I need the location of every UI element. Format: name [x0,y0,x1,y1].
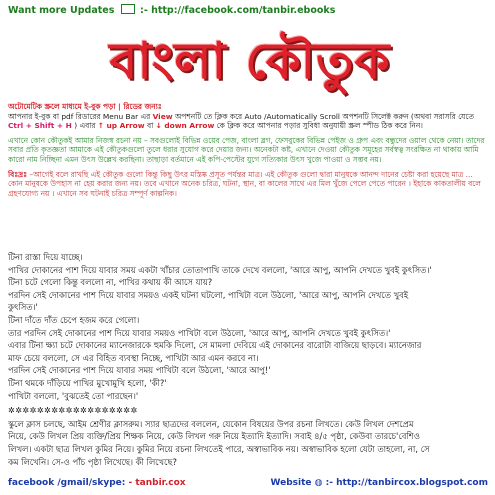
story2-line: কম লিখেনি। সে-ও পাঁচ পৃষ্ঠা লিখেছে। কী লিখেছে? [8,456,177,467]
down-arrow-key: ↓ down Arrow [155,121,215,131]
contact-label: facebook /gmail/skype: [8,478,126,488]
want-more-updates-text: Want more Updates [8,5,115,16]
shortcut-keys: Ctrl + Shift + H [8,121,72,131]
source-disclaimer: এখানে কোন কৌতুকই আমার নিজস্ব রচনা নয় – সবগুলোই বিভিন্ন ওয়েব পেজ, বাংলা ব্লগ, ফেসবুকের বিভিন্ন পেইজ ও গ্রুপ এবং বন্ধুদের ওয়াল থেকে নেয়া। তাদের সবার প্রতি কৃতজ্ঞতা আমাকে এই কৌতুকগুলো তুলে ধরার সুযোগ করে দেয়ার জন্য। অনেকটা কষ্ট, এখানে দেওয়া কৌতুক সমূহের সর্বস্বত্ব সংরক্ষিত না থাকায় আমি কারো নাম নিচ্ছিনা এমন উৎস উল্লেখ করছিনা। তাছাড়া বর্তমানে এই কপি-পেস্টের যুগে সত্যিকার উৎস খুজে পাওয়া ও সম্ভব নয়। [8,135,485,164]
mail-icon [121,4,135,14]
story2-line: লিখল। একটা ছাত্র লিখল কুমির নিয়ে। কুমির নিয়ে রচনা লিখতেই পারে, অস্বাভাবিক নয়। অস্বাভাবিক হলো যেটা তাহলো, না, সে [8,443,430,454]
separator-text: :- [140,5,148,16]
story-line: পাখির দোকানের পাশ দিয়ে যাবার সময় একটা খাঁচার তোতাপাখি তাকে দেখে বললো, 'আরে আপু, আপনি দেখতে খুবই কুৎসিত।' [8,264,432,275]
footer-contact [8,478,186,488]
story-line: পরদিন সেই দোকানের পাশ দিয়ে যাবার সময় পাখিটা বলে উঠলো, 'আরে আপু!' [8,365,271,376]
autoscroll-instructions [8,102,488,131]
page-title: বাংলা কৌতুক [109,32,391,90]
top-banner [8,4,488,20]
story-line: পরদিন সেই দোকানের পাশ দিয়ে যাবার সময়ও একই ঘটনা ঘটলো, পাখিটা বলে উঠলো, 'আরে আপু, আপনি দেখতে খুবই [8,289,409,300]
footer-website [271,478,489,488]
contact-brand: - tanbir.cox [128,478,186,488]
instruction-text-d: কে ক্লিক করে আপনার পড়ার সুবিধা অনুযায়ী স্ক্রল স্পীড ঠিক করে নিন। [216,121,423,131]
warning-note [8,170,488,199]
story2-line: স্কুলে ক্লাস চলছে, আইম শ্রেণীর ক্লাসরুম। স্যার ছাত্রদের বললেন, যেকোন বিষয়ের উপর রচনা লিখতে। কেউ লিখল দেশপ্রেম [8,418,414,429]
website-link[interactable]: :- http://tanbircox.blogspot.com [325,478,488,488]
warning-label: বিঃদ্রঃ [8,169,28,179]
instruction-text-a: আপনার ই-বুক বা pdf রিডারের Menu Bar এর [8,111,151,121]
instruction-text-b: অপশনটি তে ক্লিক করে Auto /Automatically Scroll অপশনটি সিলেক্ট করুন (অথবা সরাসরি যেতে [174,111,474,121]
intro-section [8,102,488,203]
globe-icon: ◍ [314,478,323,488]
website-label: Website [270,478,312,488]
up-arrow-key: ↑ up Arrow [97,121,145,131]
footer-bar [8,478,488,492]
story-line: মাফ চেয়ে বললো, সে এর বিহিত ব্যবস্থা নিচ্ছে, পাখিটা আর এমন করবে না। [8,352,259,363]
joke-story [8,251,488,468]
story2-line: নিয়ে, কেউ লিখল প্রিয় ব্যক্তি/প্রিয় শিক্ষক নিয়ে, কেউ লিখল গরু নিয়ে ইত্যাদি ইত্যাদি। সবাই ৪/৫ পৃষ্ঠা, কেউবা তারচে'বেশিও [8,431,420,442]
story-line: টিনা দাঁতে দাঁত চেপে হজম করে গেলো। [8,314,140,325]
autoscroll-title: অটোমেটিক স্ক্রলে মাধ্যমে ই-বুক পড়া | রিডের জন্যঃ [8,102,162,111]
story-line: এবার টিনা ক্ষ্যা চটে দোকানের ম্যানেজারকে হুমকি দিলো, সে মামলা দেবিয়ে এই দোকানের বারোটা বাজিয়ে ছাড়বে। ম্যানেজার [8,340,422,351]
story-line: পাখিটা বললো, 'বুঝতেই তো পারছেন।' [8,390,139,401]
instruction-text-c: ) এবার [74,121,96,131]
story-line: টিনা রাস্তা দিয়ে যাচ্ছে। [8,252,83,262]
star-divider: ✲✲✲✲✲✲✲✲✲✲✲✲✲✲✲✲✲✲ [8,406,138,416]
facebook-link[interactable]: http://facebook.com/tanbir.ebooks [151,5,336,16]
or-text: বা [146,121,154,131]
story-line: কুৎসিত।' [8,302,38,313]
story-line: তার পরদিন সেই দোকানের পাশ দিয়ে যাবার সময়ও পাখিটা বলে উঠলো, 'আরে আপু, আপনি দেখতে খুবই কুৎসিত।' [8,327,391,338]
view-keyword: View [152,111,173,121]
warning-text: –আগেই বলে রাখছি এই কৌতুক গুলো কিন্তু কিছু উৎর মস্তিষ্ক প্রসূত পর্যন্তর মাত্র। এই কৌতুক গুলো দ্বারা মানুষকে আনন্দ দানের চেষ্টা করা হয়েছে মাত্র ... কোন মানুষকে উপহাস না হেয় করার জন্য নয়। তবে এখানে অনেক চরিত্র, ঘটনা, স্থান, বা কালের সাথে এর মিল খুঁজে পেলে পেতে পারেন । ইহাকে কাকতালীয় বলে গ্রহণযোগ্য নয় । এখানে সব ঘটনাই চরিত্র সম্পূর্ণ কাল্পনিক। [8,169,481,198]
story-line: টিনা থমকে দাঁড়িয়ে পাখির মুখোমুখি হলো, 'কী?' [8,377,167,388]
story-line: টিনা চটে গেলো কিন্তু বললো না, পাখির কথায় কী আসে যায়? [8,277,213,288]
